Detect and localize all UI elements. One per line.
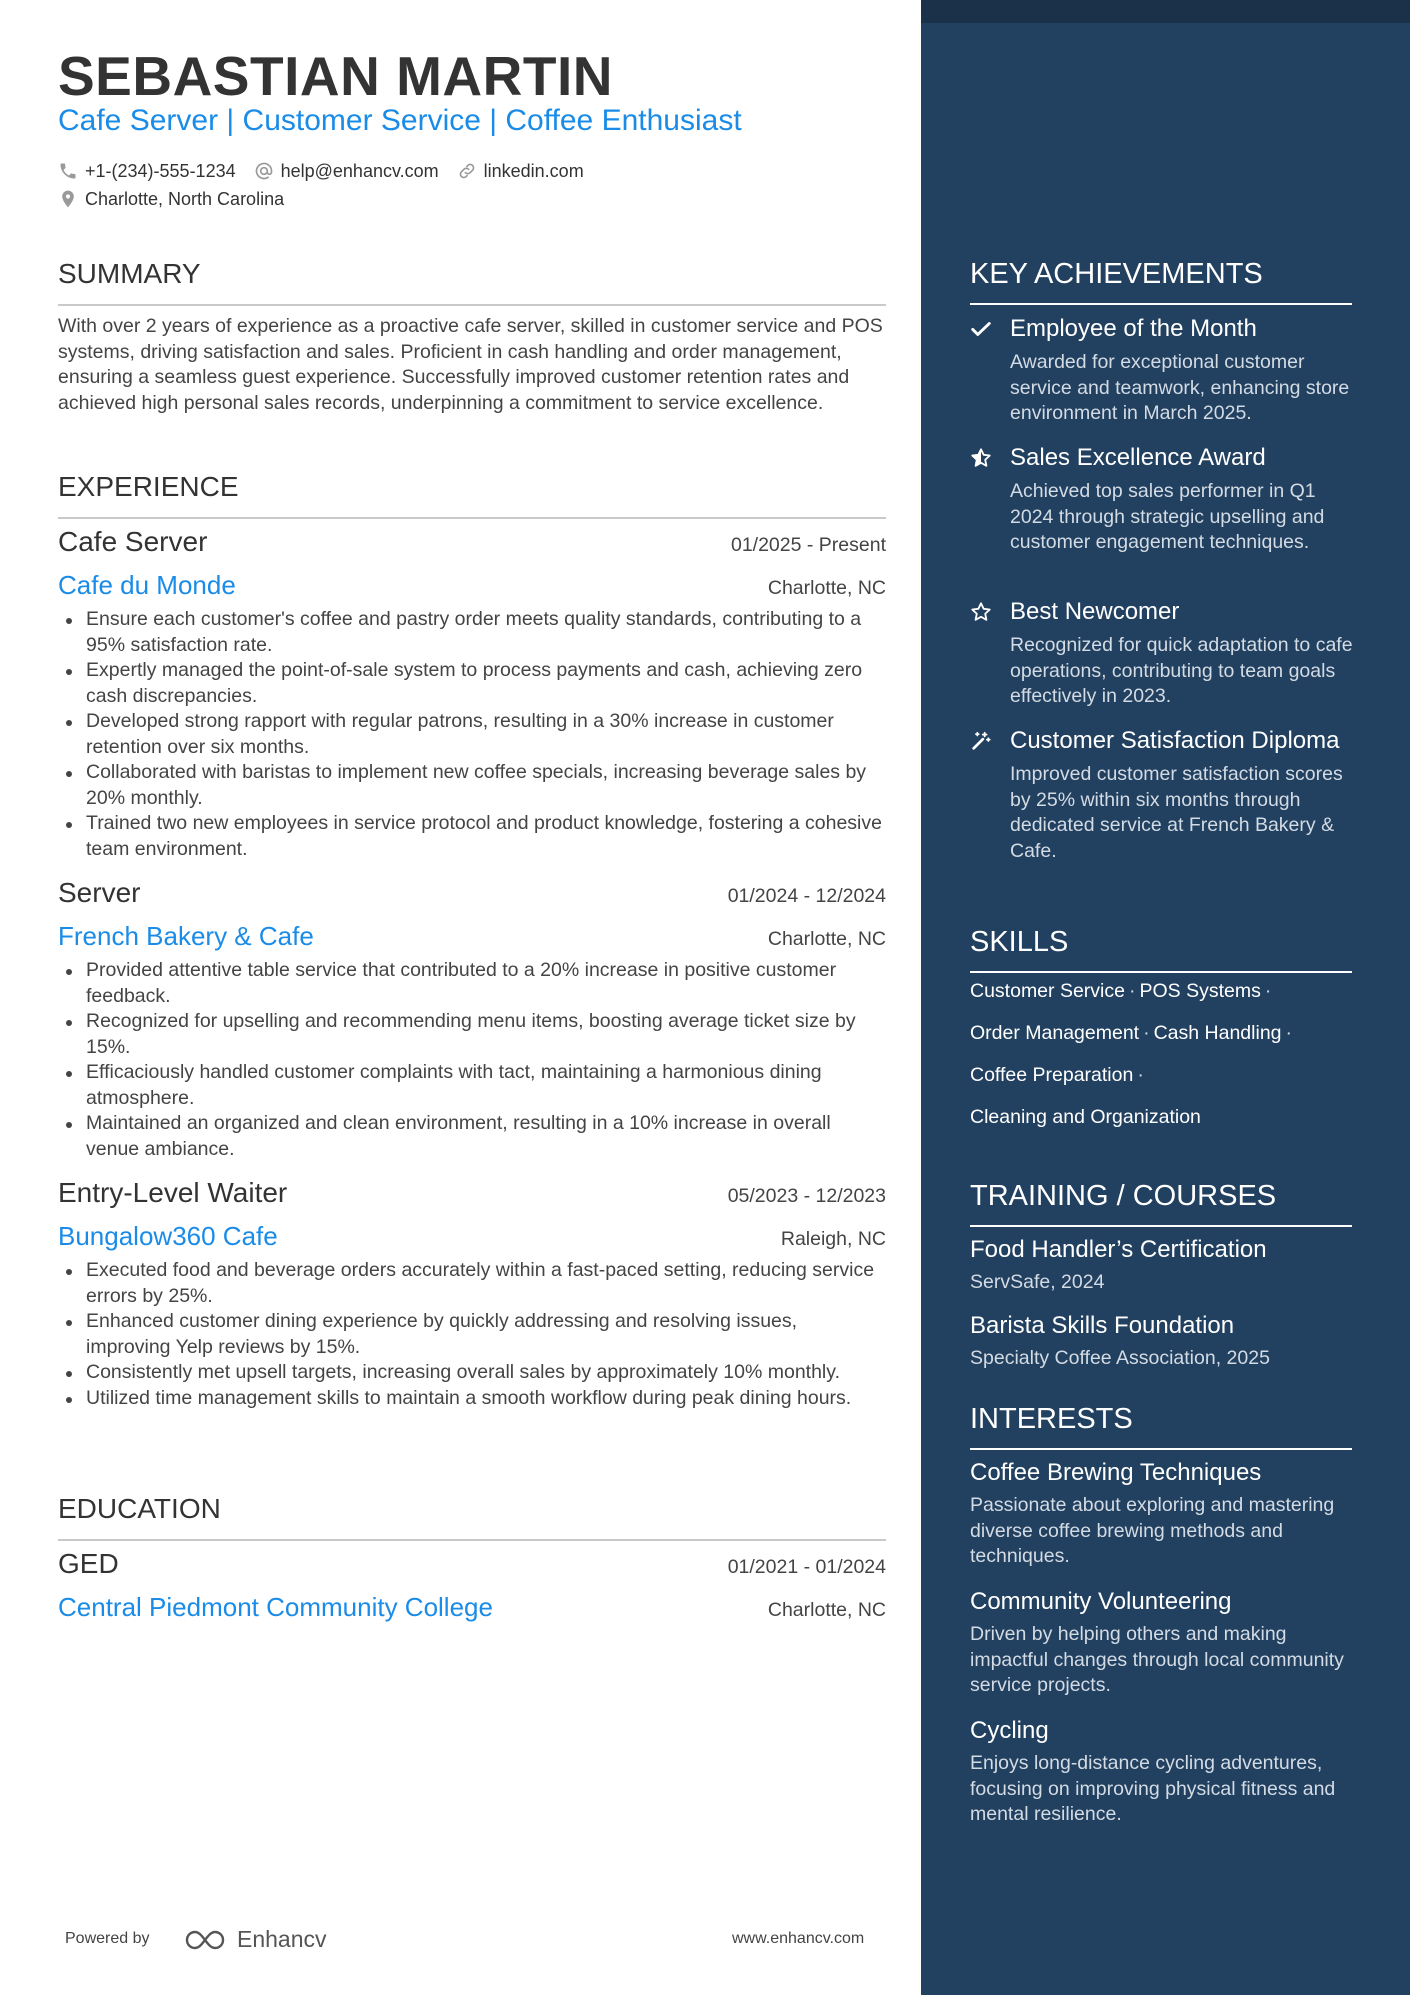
job-location: Charlotte, NC — [767, 928, 886, 950]
job-dates: 05/2023 - 12/2023 — [727, 1185, 886, 1207]
skill-separator: · — [1264, 980, 1272, 1002]
school-name[interactable]: Central Piedmont Community College — [58, 1592, 493, 1622]
job-company[interactable]: Cafe du Monde — [58, 570, 236, 600]
education-divider — [58, 1539, 886, 1541]
contact-email[interactable] — [254, 161, 439, 182]
job-entry — [58, 1177, 886, 1411]
location-pin-icon — [58, 189, 78, 209]
experience-heading: EXPERIENCE — [58, 471, 239, 502]
sidebar-top-band — [921, 0, 1410, 23]
link-icon — [457, 161, 477, 181]
at-icon — [254, 161, 274, 181]
skill-tag: POS Systems — [1139, 980, 1261, 1002]
achievement-desc: Improved customer satisfaction scores by 25% within six months through dedicated service at French Bakery & Cafe. — [1010, 763, 1343, 862]
degree-title: GED — [58, 1548, 119, 1579]
location-text: Charlotte, North Carolina — [85, 188, 285, 209]
interest-item — [970, 1458, 1355, 1570]
achievement-item — [970, 443, 1355, 556]
achievement-desc: Awarded for exceptional customer service and teamwork, enhancing store environment in March 2025. — [1010, 351, 1350, 424]
job-bullets — [58, 958, 886, 1162]
interest-title: Community Volunteering — [970, 1588, 1232, 1615]
enhancv-logo-text: Enhancv — [237, 1926, 327, 1952]
bullet-item: Enhanced customer dining experience by quickly addressing and resolving issues, improving Yelp reviews by 15%. — [58, 1309, 886, 1360]
skills-heading: SKILLS — [970, 926, 1069, 958]
skills-divider — [970, 971, 1352, 973]
bullet-item: Ensure each customer's coffee and pastry order meets quality standards, contributing to a 95% satisfaction rate. — [58, 607, 886, 658]
achievement-desc: Recognized for quick adaptation to cafe operations, contributing to team goals effectively in 2023. — [1010, 634, 1353, 707]
training-provider: Specialty Coffee Association, 2025 — [970, 1347, 1270, 1369]
enhancv-logo-icon — [183, 1927, 231, 1953]
bullet-item: Executed food and beverage orders accurately within a fast-paced setting, reducing service errors by 25%. — [58, 1258, 886, 1309]
job-title: Entry-Level Waiter — [58, 1177, 288, 1208]
achievement-title: Customer Satisfaction Diploma — [1010, 727, 1340, 754]
contact-location — [58, 189, 284, 210]
training-divider — [970, 1225, 1352, 1227]
candidate-name: SEBASTIAN MARTIN — [58, 45, 613, 107]
job-title: Server — [58, 877, 141, 908]
education-heading: EDUCATION — [58, 1493, 221, 1524]
interest-desc: Enjoys long-distance cycling adventures, focusing on improving physical fitness and mental resilience. — [970, 1752, 1336, 1825]
interest-desc: Driven by helping others and making impactful changes through local community service projects. — [970, 1623, 1344, 1696]
job-company[interactable]: Bungalow360 Cafe — [58, 1221, 278, 1251]
achievement-title: Sales Excellence Award — [1010, 444, 1266, 471]
skill-tag: Customer Service — [970, 980, 1125, 1002]
magic-wand-icon — [970, 730, 992, 752]
training-provider: ServSafe, 2024 — [970, 1271, 1105, 1293]
phone-icon — [58, 161, 78, 181]
education-dates: 01/2021 - 01/2024 — [727, 1556, 886, 1578]
job-bullets — [58, 1258, 886, 1411]
contact-info — [58, 158, 602, 214]
experience-divider — [58, 517, 886, 519]
star-half-icon — [970, 447, 992, 469]
skill-separator: · — [1285, 1022, 1293, 1044]
interest-item — [970, 1716, 1355, 1828]
interest-item — [970, 1587, 1355, 1699]
enhancv-logo[interactable] — [183, 1926, 327, 1953]
linkedin-text: linkedin.com — [483, 160, 584, 181]
training-title: Barista Skills Foundation — [970, 1312, 1235, 1339]
achievements-heading: KEY ACHIEVEMENTS — [970, 258, 1263, 290]
contact-phone[interactable] — [58, 161, 236, 182]
powered-by-label: Powered by — [65, 1930, 150, 1947]
skills-list — [970, 980, 1352, 1148]
training-title: Food Handler’s Certification — [970, 1236, 1267, 1263]
skill-separator: · — [1143, 1022, 1150, 1044]
candidate-headline: Cafe Server | Customer Service | Coffee Enthusiast — [58, 104, 742, 137]
summary-heading: SUMMARY — [58, 258, 201, 289]
skill-separator: · — [1128, 980, 1136, 1002]
interests-heading: INTERESTS — [970, 1403, 1133, 1435]
interest-desc: Passionate about exploring and mastering diverse coffee brewing methods and techniques. — [970, 1494, 1335, 1567]
email-text: help@enhancv.com — [280, 160, 439, 181]
bullet-item: Expertly managed the point-of-sale system to process payments and cash, achieving zero cash discrepancies. — [58, 658, 886, 709]
achievement-title: Employee of the Month — [1010, 315, 1257, 342]
training-item — [970, 1311, 1355, 1372]
training-heading: TRAINING / COURSES — [970, 1180, 1277, 1212]
star-outline-icon — [970, 601, 992, 623]
job-entry — [58, 526, 886, 862]
check-icon — [970, 318, 992, 340]
skill-separator: · — [1137, 1064, 1144, 1086]
job-title: Cafe Server — [58, 526, 208, 557]
skill-tag: Order Management — [970, 1022, 1140, 1044]
job-location: Charlotte, NC — [767, 577, 886, 599]
achievement-item — [970, 597, 1355, 710]
job-dates: 01/2024 - 12/2024 — [727, 885, 886, 907]
education-location: Charlotte, NC — [767, 1599, 886, 1621]
job-dates: 01/2025 - Present — [730, 534, 886, 556]
bullet-item: Trained two new employees in service protocol and product knowledge, fostering a cohesive team environment. — [58, 811, 886, 862]
interest-title: Coffee Brewing Techniques — [970, 1459, 1262, 1486]
education-entry — [58, 1548, 886, 1623]
interests-divider — [970, 1448, 1352, 1450]
skill-tag: Cash Handling — [1153, 1022, 1282, 1044]
bullet-item: Provided attentive table service that contributed to a 20% increase in positive customer feedback. — [58, 958, 886, 1009]
achievement-desc: Achieved top sales performer in Q1 2024 through strategic upselling and customer engagement techniques. — [1010, 480, 1325, 553]
interest-title: Cycling — [970, 1717, 1049, 1744]
achievement-item — [970, 314, 1355, 427]
summary-divider — [58, 304, 886, 306]
job-bullets — [58, 607, 886, 862]
summary-text: With over 2 years of experience as a proactive cafe server, skilled in customer service and POS systems, driving satisfaction and sales. Proficient in cash handling and order management, ensuring a seamless guest experience. Successfully improved customer retention rates and achieved high personal sales records, underpinning a commitment to service excellence. — [58, 315, 883, 414]
skill-tag: Cleaning and Organization — [970, 1106, 1201, 1128]
bullet-item: Efficaciously handled customer complaints with tact, maintaining a harmonious dining atmosphere. — [58, 1060, 886, 1111]
bullet-item: Developed strong rapport with regular patrons, resulting in a 30% increase in customer retention over six months. — [58, 709, 886, 760]
job-location: Raleigh, NC — [780, 1228, 886, 1250]
skill-tag: Coffee Preparation — [970, 1064, 1134, 1086]
bullet-item: Maintained an organized and clean environment, resulting in a 10% increase in overall venue ambiance. — [58, 1111, 886, 1162]
achievement-item — [970, 726, 1355, 864]
contact-linkedin[interactable] — [457, 161, 584, 182]
job-entry — [58, 877, 886, 1162]
bullet-item: Collaborated with baristas to implement new coffee specials, increasing beverage sales by 20% monthly. — [58, 760, 886, 811]
achievements-divider — [970, 303, 1352, 305]
phone-text: +1-(234)-555-1234 — [85, 160, 236, 181]
website-link[interactable]: www.enhancv.com — [732, 1930, 865, 1947]
bullet-item: Recognized for upselling and recommending menu items, boosting average ticket size by 15%. — [58, 1009, 886, 1060]
training-item — [970, 1235, 1355, 1296]
job-company[interactable]: French Bakery & Cafe — [58, 921, 314, 951]
achievement-title: Best Newcomer — [1010, 598, 1180, 625]
bullet-item: Consistently met upsell targets, increasing overall sales by approximately 10% monthly. — [58, 1360, 886, 1386]
bullet-item: Utilized time management skills to maintain a smooth workflow during peak dining hours. — [58, 1386, 886, 1412]
